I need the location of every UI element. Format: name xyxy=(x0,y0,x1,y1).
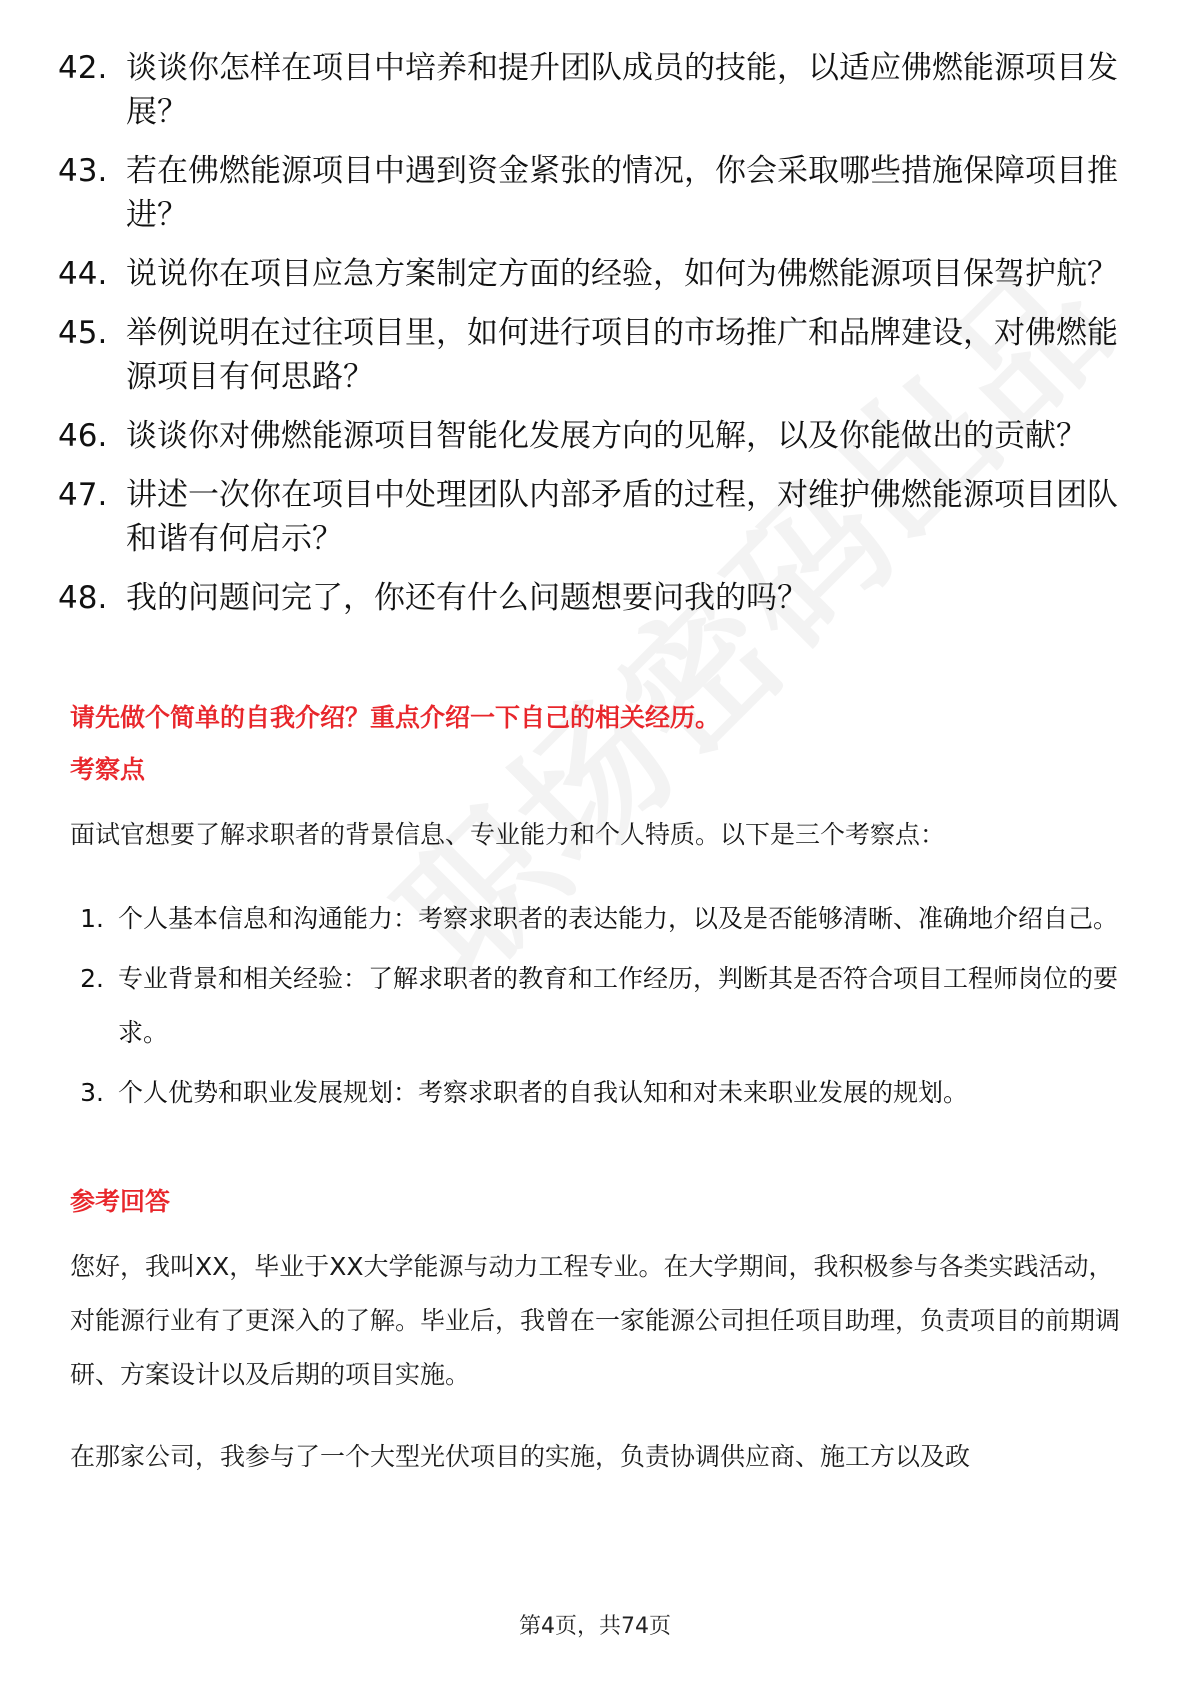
focus-point-text: 个人基本信息和沟通能力：考察求职者的表达能力，以及是否能够清晰、准确地介绍自己。 xyxy=(118,904,1119,933)
focus-points-list xyxy=(70,892,1130,1126)
answer-paragraph: 在那家公司，我参与了一个大型光伏项目的实施，负责协调供应商、施工方以及政 xyxy=(70,1442,971,1471)
focus-intro: 面试官想要了解求职者的背景信息、专业能力和个人特质。以下是三个考察点： xyxy=(70,820,946,849)
page-footer: 第4页，共74页 xyxy=(519,1614,671,1639)
question-list xyxy=(58,46,1138,635)
question-number: 45. xyxy=(58,315,108,351)
focus-point xyxy=(70,892,1130,946)
question-item xyxy=(58,576,1138,620)
question-item xyxy=(58,311,1138,399)
question-number: 42. xyxy=(58,50,108,86)
question-number: 44. xyxy=(58,256,108,292)
interview-question-heading: 请先做个简单的自我介绍？重点介绍一下自己的相关经历。 xyxy=(70,703,721,732)
question-item xyxy=(58,46,1138,134)
focus-point-text: 专业背景和相关经验：了解求职者的教育和工作经历，判断其是否符合项目工程师岗位的要求。 xyxy=(118,964,1119,1047)
question-item xyxy=(58,414,1138,458)
focus-point-number: 1. xyxy=(80,904,104,933)
focus-point-number: 3. xyxy=(80,1078,104,1107)
question-item xyxy=(58,149,1138,237)
focus-heading: 考察点 xyxy=(70,755,146,784)
question-item xyxy=(58,473,1138,561)
question-text: 说说你在项目应急方案制定方面的经验，如何为佛燃能源项目保驾护航？ xyxy=(126,256,1118,292)
focus-point-text: 个人优势和职业发展规划：考察求职者的自我认知和对未来职业发展的规划。 xyxy=(118,1078,969,1107)
answer-paragraph: 您好，我叫XX，毕业于XX大学能源与动力工程专业。在大学期间，我积极参与各类实践活动，对能源行业有了更深入的了解。毕业后，我曾在一家能源公司担任项目助理，负责项目的前期调研、方案设计以及后期的项目实施。 xyxy=(70,1252,1121,1389)
question-number: 43. xyxy=(58,153,108,189)
question-number: 47. xyxy=(58,477,108,513)
question-text: 讲述一次你在项目中处理团队内部矛盾的过程，对维护佛燃能源项目团队和谐有何启示？ xyxy=(126,477,1118,557)
question-number: 48. xyxy=(58,580,108,616)
question-text: 举例说明在过往项目里，如何进行项目的市场推广和品牌建设，对佛燃能源项目有何思路？ xyxy=(126,315,1118,395)
question-text: 谈谈你怎样在项目中培养和提升团队成员的技能，以适应佛燃能源项目发展？ xyxy=(126,50,1118,130)
question-number: 46. xyxy=(58,418,108,454)
question-text: 我的问题问完了，你还有什么问题想要问我的吗？ xyxy=(126,580,808,616)
answer-heading: 参考回答 xyxy=(70,1187,171,1216)
focus-point xyxy=(70,952,1130,1060)
focus-point xyxy=(70,1066,1130,1120)
question-item xyxy=(58,252,1138,296)
question-text: 若在佛燃能源项目中遇到资金紧张的情况，你会采取哪些措施保障项目推进？ xyxy=(126,153,1118,233)
question-text: 谈谈你对佛燃能源项目智能化发展方向的见解，以及你能做出的贡献？ xyxy=(126,418,1087,454)
focus-point-number: 2. xyxy=(80,964,104,993)
